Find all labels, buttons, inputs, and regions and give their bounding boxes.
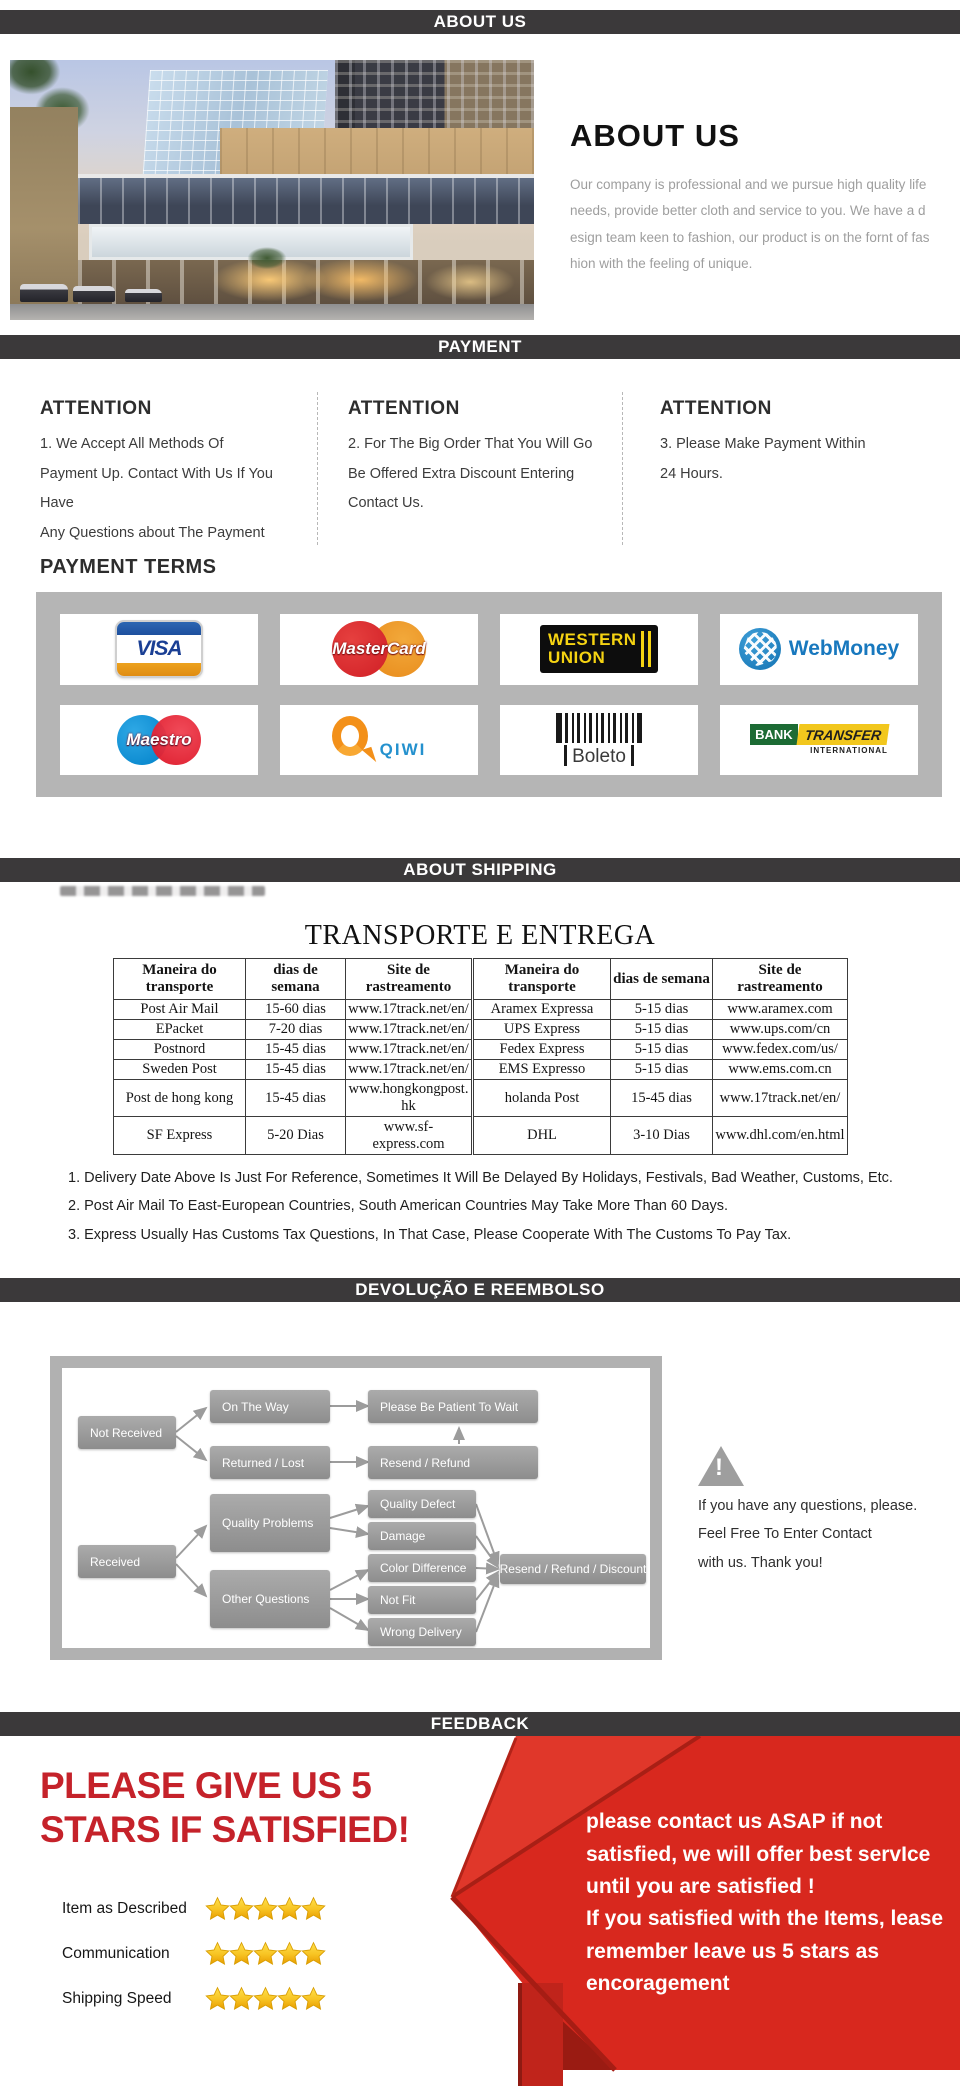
visa-wordmark: VISA <box>136 637 182 661</box>
star-icon <box>252 1986 279 2012</box>
shipping-note: 2. Post Air Mail To East-European Countries, South American Countries May Take More Than 60 Days. <box>68 1198 729 1215</box>
star-icon <box>204 1896 231 1922</box>
table-row: Post Air Mail 15-60 dias www.17track.net/en/ Aramex Expressa 5-15 dias www.aramex.com <box>114 1000 848 1020</box>
rating-label: Item as Described <box>62 1900 187 1917</box>
flow-node-resolution: Resend / Refund / Discount <box>500 1554 646 1584</box>
attention-heading: ATTENTION <box>660 398 772 419</box>
rating-stars <box>204 1941 324 1967</box>
star-icon <box>228 1896 255 1922</box>
feedback-headline: PLEASE GIVE US 5 STARS IF SATISFIED! <box>40 1765 410 1850</box>
flow-node-quality-defect: Quality Defect <box>368 1490 476 1518</box>
bank-transfer-word2: TRANSFER <box>796 724 889 745</box>
rating-stars <box>204 1986 324 2012</box>
section-bar-payment-label: PAYMENT <box>438 337 522 356</box>
red-box-message-2: If you satisfied with the Items, lease remember leave us 5 stars as encoragement <box>586 1907 944 1996</box>
star-icon <box>252 1941 279 1967</box>
star-icon <box>204 1986 231 2012</box>
rating-label: Communication <box>62 1945 170 1962</box>
bank-transfer-logo <box>750 724 888 755</box>
attention-line: Any Questions about The Payment <box>40 525 265 542</box>
visa-logo <box>115 620 203 678</box>
flow-node-wrong-delivery: Wrong Delivery <box>368 1618 476 1646</box>
attention-line: Contact Us. <box>348 495 424 512</box>
rating-row-communication <box>62 1941 324 1967</box>
about-heading: ABOUT US <box>570 118 740 153</box>
star-icon <box>300 1986 327 2012</box>
flow-node-please-wait: Please Be Patient To Wait <box>368 1390 538 1423</box>
star-icon <box>300 1896 327 1922</box>
attention-line: 24 Hours. <box>660 465 723 482</box>
rating-row-item-as-described <box>62 1896 324 1922</box>
star-icon <box>276 1986 303 2012</box>
boleto-wordmark: Boleto <box>564 745 634 766</box>
star-icon <box>276 1941 303 1967</box>
attention-line: 2. For The Big Order That You Will Go <box>348 436 593 452</box>
maestro-wordmark: Maestro <box>126 729 192 749</box>
attention-line: 1. We Accept All Methods Of <box>40 436 224 452</box>
bank-transfer-word3: INTERNATIONAL <box>810 746 888 756</box>
divider-dashed <box>622 392 623 545</box>
qiwi-q-icon <box>332 716 376 764</box>
table-header-row <box>114 959 848 1000</box>
section-bar-feedback-label: FEEDBACK <box>430 1714 530 1733</box>
boleto-barcode-icon <box>556 713 642 743</box>
attention-col-3 <box>660 398 930 489</box>
section-bar-returns <box>0 1278 960 1302</box>
star-icon <box>204 1941 231 1967</box>
western-union-logo <box>540 625 658 673</box>
warning-icon <box>698 1446 744 1486</box>
print-artifact <box>60 886 265 896</box>
flow-node-quality-problems: Quality Problems <box>210 1494 330 1552</box>
payment-terms-heading: PAYMENT TERMS <box>40 556 217 578</box>
payment-card-western-union <box>500 614 698 685</box>
building-photo <box>10 60 534 320</box>
attention-col-2 <box>348 398 618 519</box>
attention-col-1 <box>40 398 310 549</box>
mastercard-logo <box>324 618 434 680</box>
col-header: Site de rastreamento <box>346 959 473 1000</box>
rating-label: Shipping Speed <box>62 1990 172 2007</box>
table-row: SF Express 5-20 Dias www.sf-express.com DHL 3-10 Dias www.dhl.com/en.html <box>114 1117 848 1155</box>
flow-node-resend-refund: Resend / Refund <box>368 1446 538 1479</box>
photo-car <box>20 284 67 302</box>
qiwi-logo <box>332 716 427 764</box>
col-header: Site de rastreamento <box>713 959 848 1000</box>
col-header: dias de semana <box>611 959 713 1000</box>
section-bar-payment <box>0 335 960 359</box>
photo-palm <box>241 247 293 283</box>
table-row: Sweden Post 15-45 dias www.17track.net/en/ EMS Expresso 5-15 dias www.ems.com.cn <box>114 1060 848 1080</box>
bank-transfer-word1: BANK <box>750 724 798 745</box>
western-union-word1: WESTERN <box>548 630 637 650</box>
flow-node-not-fit: Not Fit <box>368 1586 476 1614</box>
payment-card-mastercard <box>280 614 478 685</box>
attention-line: 3. Please Make Payment Within <box>660 436 866 452</box>
flow-node-color-difference: Color Difference <box>368 1554 476 1582</box>
star-icon <box>228 1941 255 1967</box>
flow-arrows <box>62 1368 650 1648</box>
payment-card-webmoney <box>720 614 918 685</box>
col-header: dias de semana <box>246 959 346 1000</box>
section-bar-about-us <box>0 10 960 34</box>
photo-left-wall <box>10 107 78 310</box>
webmoney-globe-icon <box>739 628 781 670</box>
rating-row-shipping-speed <box>62 1986 324 2012</box>
section-bar-returns-label: DEVOLUÇÃO E REEMBOLSO <box>355 1280 605 1299</box>
webmoney-wordmark: WebMoney <box>788 637 900 661</box>
flow-node-returned-lost: Returned / Lost <box>210 1446 330 1479</box>
photo-car <box>73 286 115 302</box>
table-row: EPacket 7-20 dias www.17track.net/en/ UPS Express 5-15 dias www.ups.com/cn <box>114 1020 848 1040</box>
section-bar-about-shipping-label: ABOUT SHIPPING <box>403 860 557 879</box>
mastercard-wordmark: MasterCard <box>332 639 426 659</box>
divider-dashed <box>317 392 318 545</box>
western-union-word2: UNION <box>548 648 606 668</box>
star-icon <box>252 1896 279 1922</box>
maestro-logo <box>107 711 211 769</box>
star-icon <box>276 1896 303 1922</box>
photo-pavement <box>10 304 534 320</box>
red-box-message-1: please contact us ASAP if not satisfied, we will offer best servIce until you are satisfied ! <box>586 1810 931 1899</box>
attention-line: Be Offered Extra Discount Entering <box>348 465 575 482</box>
col-header: Maneira do transporte <box>114 959 246 1000</box>
flow-node-not-received: Not Received <box>78 1416 176 1449</box>
payment-card-qiwi <box>280 705 478 776</box>
flow-node-damage: Damage <box>368 1522 476 1550</box>
section-bar-about-shipping <box>0 858 960 882</box>
western-union-bars-icon <box>641 631 651 667</box>
flow-node-other-questions: Other Questions <box>210 1570 330 1628</box>
flow-node-on-the-way: On The Way <box>210 1390 330 1423</box>
about-body: Our company is professional and we pursue high quality life needs, provide better cloth and service to you. We have a d esign team keen to fashion, our product is on the fornt of fas hion with the feeling of unique. <box>570 177 930 271</box>
payment-card-bank-transfer <box>720 705 918 776</box>
rating-stars <box>204 1896 324 1922</box>
photo-car <box>125 289 162 302</box>
payment-card-maestro <box>60 705 258 776</box>
payment-methods-panel <box>36 592 942 797</box>
webmoney-logo <box>739 628 899 670</box>
table-row: Post de hong kong 15-45 dias www.hongkongpost.hk holanda Post 15-45 dias www.17track.net/en/ <box>114 1080 848 1117</box>
attention-heading: ATTENTION <box>348 398 460 419</box>
flow-node-received: Received <box>78 1545 176 1578</box>
payment-card-boleto <box>500 705 698 776</box>
boleto-logo <box>556 713 642 766</box>
payment-card-visa <box>60 614 258 685</box>
attention-heading: ATTENTION <box>40 398 152 419</box>
shipping-table <box>113 958 848 1155</box>
shipping-table-title: TRANSPORTE E ENTREGA <box>304 920 656 951</box>
section-bar-about-us-label: ABOUT US <box>433 12 527 31</box>
star-icon <box>228 1986 255 2012</box>
table-row: Postnord 15-45 dias www.17track.net/en/ Fedex Express 5-15 dias www.fedex.com/us/ <box>114 1040 848 1060</box>
col-header: Maneira do transporte <box>473 959 611 1000</box>
photo-window-band <box>78 174 534 223</box>
attention-line: Payment Up. Contact With Us If You Have <box>40 465 273 512</box>
returns-flowchart <box>50 1356 662 1660</box>
qiwi-wordmark: QIWI <box>379 739 427 759</box>
returns-warning-text: If you have any questions, please. Feel Free To Enter Contact with us. Thank you! <box>698 1498 918 1571</box>
section-bar-feedback <box>0 1712 960 1736</box>
shipping-note: 3. Express Usually Has Customs Tax Questions, In That Case, Please Cooperate With The Customs To Pay Tax. <box>68 1226 792 1243</box>
star-icon <box>300 1941 327 1967</box>
shipping-note: 1. Delivery Date Above Is Just For Reference, Sometimes It Will Be Delayed By Holidays, Festivals, Bad Weather, Customs, Etc. <box>68 1170 893 1186</box>
shipping-notes <box>68 1164 893 1249</box>
